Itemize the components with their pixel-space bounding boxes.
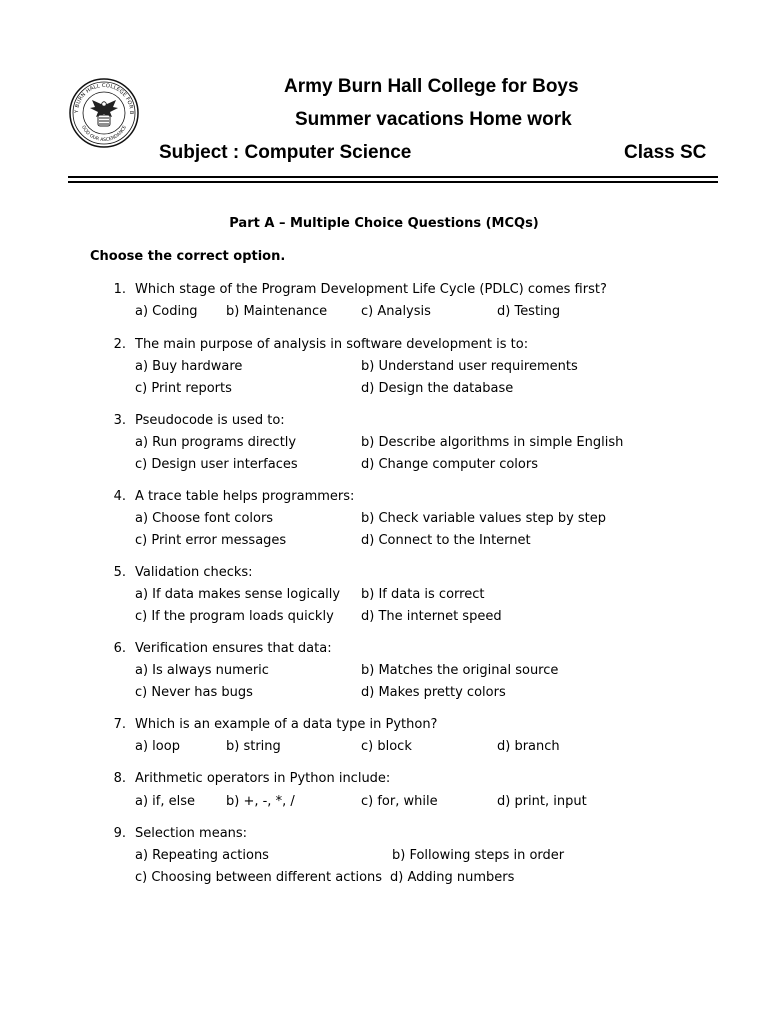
option-b: b) Following steps in order (392, 848, 565, 863)
option-c: c) Choosing between different actions (135, 870, 383, 885)
header-rule-top (68, 176, 718, 178)
question-number: 8. (113, 771, 126, 786)
question-text: A trace table helps programmers: (135, 489, 355, 504)
option-d: d) Adding numbers (390, 870, 515, 885)
option-c: c) Analysis (361, 304, 431, 319)
question-number: 1. (113, 282, 126, 297)
class-label: Class SC (624, 142, 707, 163)
logo-ring-text: Y BURN HALL COLLEGE FOR B (73, 82, 135, 115)
option-c: c) Print reports (135, 381, 232, 396)
question-number: 3. (113, 413, 126, 428)
question-text: Validation checks: (135, 565, 253, 580)
option-d: d) print, input (497, 794, 587, 809)
college-logo (68, 77, 140, 149)
option-b: b) If data is correct (361, 587, 485, 602)
question-text: Selection means: (135, 826, 248, 841)
option-a: a) if, else (135, 794, 196, 809)
option-a: a) If data makes sense logically (135, 587, 341, 602)
question-text: The main purpose of analysis in software development is to: (135, 337, 529, 352)
option-c: c) Design user interfaces (135, 457, 298, 472)
question-number: 2. (113, 337, 126, 352)
option-d: d) Design the database (361, 381, 514, 396)
option-d: d) Testing (497, 304, 561, 319)
question-number: 5. (113, 565, 126, 580)
option-c: c) Print error messages (135, 533, 287, 548)
option-b: b) Check variable values step by step (361, 511, 607, 526)
question-text: Which stage of the Program Development Life Cycle (PDLC) comes first? (135, 282, 607, 297)
option-b: b) +, -, *, / (226, 794, 295, 809)
question-number: 9. (113, 826, 126, 841)
option-a: a) Coding (135, 304, 198, 319)
option-a: a) loop (135, 739, 180, 754)
option-b: b) Matches the original source (361, 663, 559, 678)
option-b: b) Understand user requirements (361, 359, 578, 374)
option-d: d) branch (497, 739, 560, 754)
header-rule-bottom (68, 181, 718, 183)
option-b: b) string (226, 739, 281, 754)
option-b: b) Describe algorithms in simple English (361, 435, 624, 450)
option-c: c) Never has bugs (135, 685, 253, 700)
question-text: Arithmetic operators in Python include: (135, 771, 391, 786)
logo-motto-text: GOD OUR ASCENDANCE (80, 125, 128, 144)
option-d: d) The internet speed (361, 609, 502, 624)
homework-title: Summer vacations Home work (295, 109, 572, 130)
option-c: c) for, while (361, 794, 438, 809)
option-a: a) Choose font colors (135, 511, 274, 526)
instruction-text: Choose the correct option. (90, 249, 286, 264)
option-c: c) If the program loads quickly (135, 609, 334, 624)
section-title: Part A – Multiple Choice Questions (MCQs) (229, 216, 539, 231)
option-d: d) Makes pretty colors (361, 685, 506, 700)
option-a: a) Repeating actions (135, 848, 269, 863)
option-a: a) Is always numeric (135, 663, 269, 678)
college-name: Army Burn Hall College for Boys (284, 76, 579, 97)
option-a: a) Run programs directly (135, 435, 297, 450)
option-c: c) block (361, 739, 412, 754)
question-number: 4. (113, 489, 126, 504)
option-d: d) Change computer colors (361, 457, 538, 472)
crest-icon (68, 77, 140, 149)
option-a: a) Buy hardware (135, 359, 243, 374)
option-b: b) Maintenance (226, 304, 328, 319)
question-number: 6. (113, 641, 126, 656)
question-text: Verification ensures that data: (135, 641, 332, 656)
subject-label: Subject : Computer Science (159, 142, 412, 163)
question-text: Pseudocode is used to: (135, 413, 285, 428)
option-d: d) Connect to the Internet (361, 533, 531, 548)
question-number: 7. (113, 717, 126, 732)
question-text: Which is an example of a data type in Python? (135, 717, 438, 732)
